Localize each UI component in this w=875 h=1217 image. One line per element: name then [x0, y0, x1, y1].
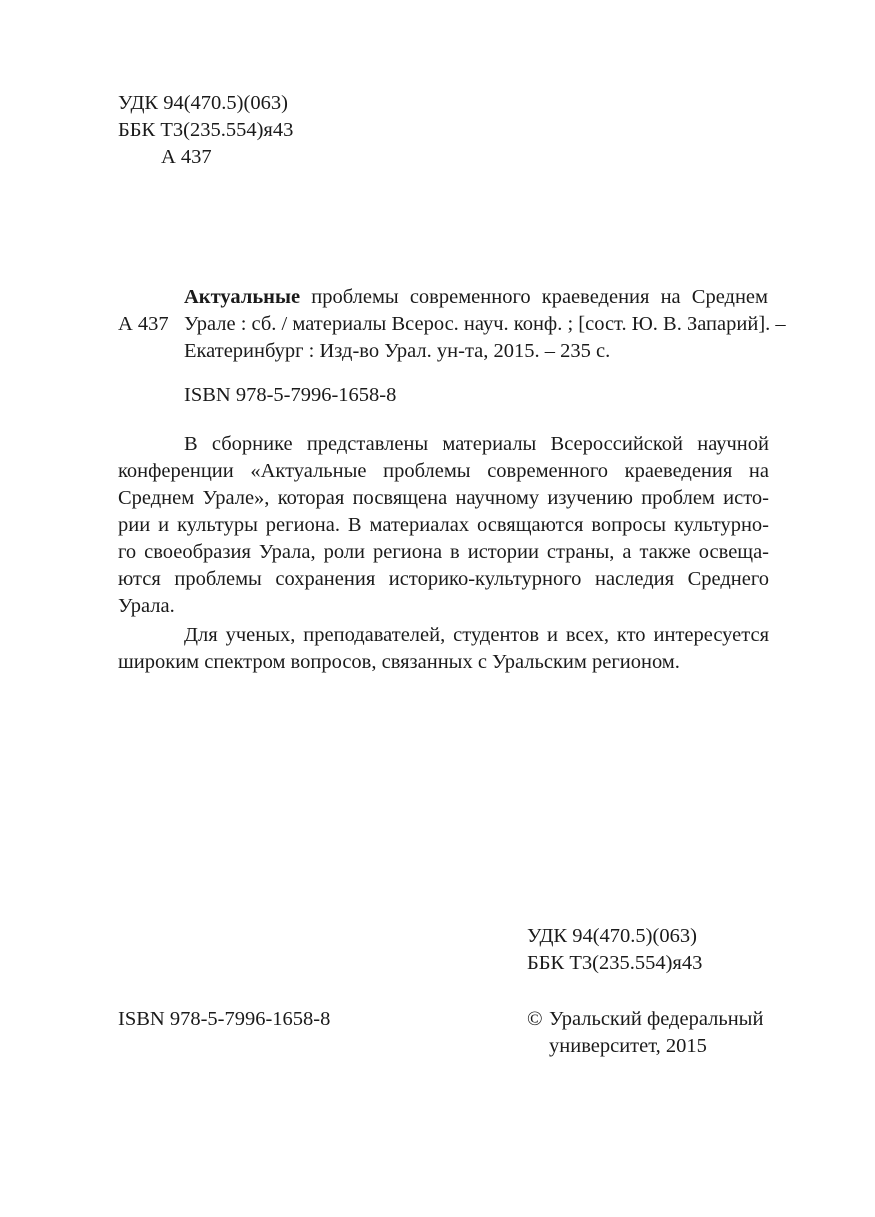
bibliographic-author-code: А 437	[118, 313, 169, 335]
header-bbk: ББК Т3(235.554)я43	[118, 119, 294, 141]
bibliographic-isbn: ISBN 978-5-7996-1658-8	[184, 384, 397, 406]
abstract-p1-line: го своеобразия Урала, роли региона в истории страны, а также освеща-	[118, 541, 769, 563]
bibliographic-title-bold: Актуальные	[184, 286, 301, 308]
copyright-symbol: ©	[527, 1008, 543, 1030]
header-author-code: А 437	[161, 146, 212, 168]
footer-isbn: ISBN 978-5-7996-1658-8	[118, 1008, 331, 1030]
abstract-p1-line: ются проблемы сохранения историко-культурного наследия Среднего	[118, 568, 769, 590]
abstract	[118, 431, 769, 676]
header-udk: УДК 94(470.5)(063)	[118, 92, 288, 114]
abstract-p1-line: конференции «Актуальные проблемы современного краеведения на	[118, 460, 769, 482]
copyright-line-1	[527, 1006, 763, 1033]
footer-bbk: ББК Т3(235.554)я43	[527, 952, 703, 974]
abstract-p1-line: Среднем Урале», которая посвящена научному изучению проблем исто-	[118, 487, 769, 509]
abstract-p1-line: В сборнике представлены материалы Всероссийской научной	[184, 433, 769, 455]
abstract-p2-line: широким спектром вопросов, связанных с Уральским регионом.	[118, 651, 680, 673]
bibliographic-line-3: Екатеринбург : Изд-во Урал. ун-та, 2015. – 235 с.	[184, 340, 611, 362]
bibliographic-line-2: Урале : сб. / материалы Всерос. науч. конф. ; [сост. Ю. В. Запарий]. –	[184, 313, 786, 335]
bibliographic-record	[184, 284, 786, 365]
abstract-p2-line: Для ученых, преподавателей, студентов и всех, кто интересуется	[184, 624, 769, 646]
bibliographic-title-rest: проблемы современного краеведения на Среднем	[300, 286, 768, 308]
copyright-line-2: университет, 2015	[549, 1035, 707, 1057]
abstract-p1-line: рии и культуры региона. В материалах освящаются вопросы культурно-	[118, 514, 769, 536]
copyright-holder: Уральский федеральный	[549, 1008, 764, 1030]
abstract-p1-line: Урала.	[118, 595, 175, 617]
bibliographic-line-1	[184, 284, 768, 311]
footer-udk: УДК 94(470.5)(063)	[527, 925, 697, 947]
